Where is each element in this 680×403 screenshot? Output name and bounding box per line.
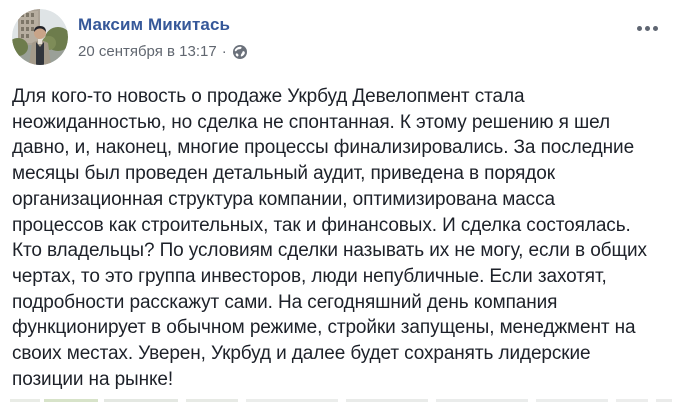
ellipsis-icon bbox=[637, 26, 642, 31]
meta-separator: · bbox=[221, 43, 227, 60]
post-text-line: организационная структура компании, оптимизирована масса bbox=[12, 188, 555, 210]
post-text-line: давно, и, наконец, многие процессы финализировались. За последние bbox=[12, 137, 635, 159]
profile-photo-illustration bbox=[12, 9, 68, 65]
post-text-line: функционирует в обычном режиме, стройки запущены, менеджмент на bbox=[12, 317, 636, 339]
post-text-line: Кто владельцы? По условиям сделки называть их не могу, если в общих bbox=[12, 240, 647, 262]
more-options-button[interactable] bbox=[633, 22, 662, 35]
timestamp-link[interactable]: 20 сентября в 13:17 bbox=[78, 43, 217, 60]
globe-icon bbox=[232, 44, 248, 60]
post-text-line: неожиданностью, но сделка не спонтанная. К этому решению я шел bbox=[12, 111, 610, 133]
post-text-line: процессов как строительных, так и финансовых. И сделка состоялась. bbox=[12, 214, 631, 236]
post-body bbox=[12, 84, 672, 392]
post-text-line: своих местах. Уверен, Укрбуд и далее будет сохранять лидерские bbox=[12, 343, 591, 365]
ellipsis-icon bbox=[653, 26, 658, 31]
post-text-line: чертах, то это группа инвесторов, люди непубличные. Если захотят, bbox=[12, 265, 607, 287]
author-name-link[interactable]: Максим Микитась bbox=[78, 15, 231, 34]
post-text-line: Для кого-то новость о продаже Укрбуд Девелопмент стала bbox=[12, 86, 525, 107]
post-text-line: подробности расскажут сами. На сегодняшний день компания bbox=[12, 291, 558, 313]
avatar[interactable] bbox=[12, 9, 68, 65]
photo-attachment-edge[interactable] bbox=[10, 399, 672, 402]
ellipsis-icon bbox=[645, 26, 650, 31]
post-meta bbox=[78, 43, 248, 60]
post-text-line: позиции на рынке! bbox=[12, 368, 174, 390]
post-text-line: месяцы был проведен детальный аудит, приведена в порядок bbox=[12, 163, 555, 185]
